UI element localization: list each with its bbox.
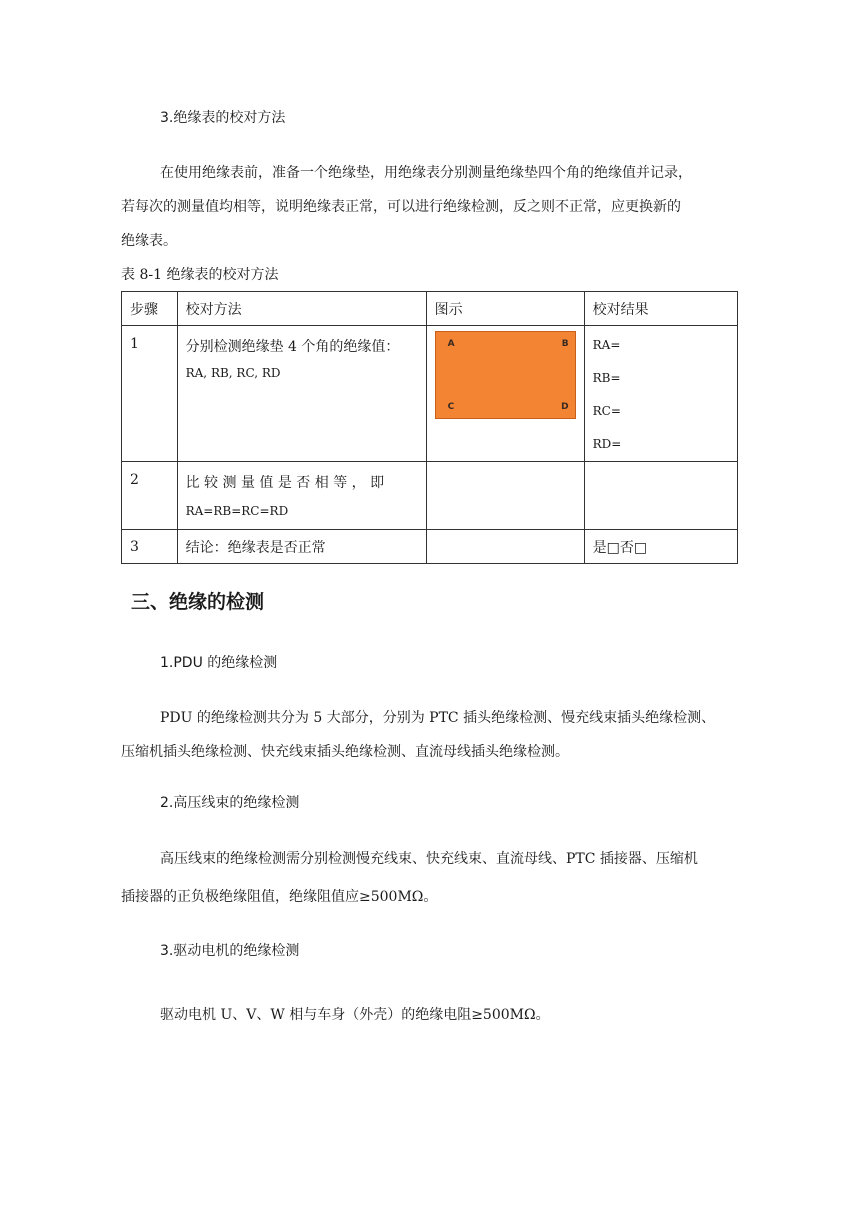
row3-method: 结论：绝缘表是否正常 [177,530,426,564]
row3-result: 是□否□ [584,530,737,564]
insulation-mat-diagram [435,331,576,419]
corner-label-d: D [561,402,569,412]
calib-para-line-3: 绝缘表。 [121,233,177,249]
calib-heading: 3.绝缘表的校对方法 [160,110,286,126]
calib-para-line-2: 若每次的测量值均相等，说明绝缘表正常，可以进行绝缘检测，反之则不正常，应更换新的 [121,199,681,215]
row1-method-line-1: 分别检测绝缘垫 4 个角的绝缘值： [185,339,400,355]
row1-step: 1 [122,326,178,462]
corner-label-c: C [447,402,455,412]
harness-para-line-1: 高压线束的绝缘检测需分别检测慢充线束、快充线束、直流母线、PTC 插接器、压缩机 [160,851,698,867]
pdu-para-line-1: PDU 的绝缘检测共分为 5 大部分，分别为 PTC 插头绝缘检测、慢充线束插头绝缘检测、 [160,710,716,726]
row1-method [177,326,426,462]
section-title: 三、绝缘的检测 [131,591,265,613]
table-row [122,530,738,564]
row3-diagram [426,530,584,564]
row3-step: 3 [122,530,178,564]
row1-method-line-2: RA, RB, RC, RD [185,366,281,380]
row2-step: 2 [122,462,178,530]
row2-diagram [426,462,584,530]
corner-label-a: A [447,339,455,349]
result-rb: RB= [592,371,621,385]
row1-results [584,326,737,462]
row2-method-line-2: RA=RB=RC=RD [185,504,289,518]
table-header-row [122,292,738,326]
calib-paragraph [121,156,741,258]
pdu-para-line-2: 压缩机插头绝缘检测、快充线束插头绝缘检测、直流母线插头绝缘检测。 [121,744,569,760]
row2-result [584,462,737,530]
motor-heading: 3.驱动电机的绝缘检测 [160,943,300,959]
table-caption: 表 8-1 绝缘表的校对方法 [121,267,279,283]
result-rd: RD= [592,437,622,451]
table-row [122,462,738,530]
result-ra: RA= [592,338,621,352]
result-rc: RC= [592,404,621,418]
pdu-paragraph [121,701,741,769]
row2-method-line-1: 比 较 测 量 值 是 否 相 等 ， 即 [185,475,385,491]
header-method: 校对方法 [177,292,426,326]
harness-heading: 2.高压线束的绝缘检测 [160,795,300,811]
harness-para-line-2: 插接器的正负极绝缘阻值，绝缘阻值应≥500MΩ。 [121,889,438,905]
motor-paragraph: 驱动电机 U、V、W 相与车身（外壳）的绝缘电阻≥500MΩ。 [160,1007,550,1023]
header-result: 校对结果 [584,292,737,326]
table-row [122,326,738,462]
harness-paragraph [121,840,741,916]
corner-label-b: B [561,339,569,349]
header-diagram: 图示 [426,292,584,326]
row2-method [177,462,426,530]
pdu-heading: 1.PDU 的绝缘检测 [160,655,278,671]
calib-para-line-1: 在使用绝缘表前，准备一个绝缘垫，用绝缘表分别测量绝缘垫四个角的绝缘值并记录， [160,165,692,181]
header-step: 步骤 [122,292,178,326]
calibration-table [121,291,738,564]
row1-diagram [426,326,584,462]
